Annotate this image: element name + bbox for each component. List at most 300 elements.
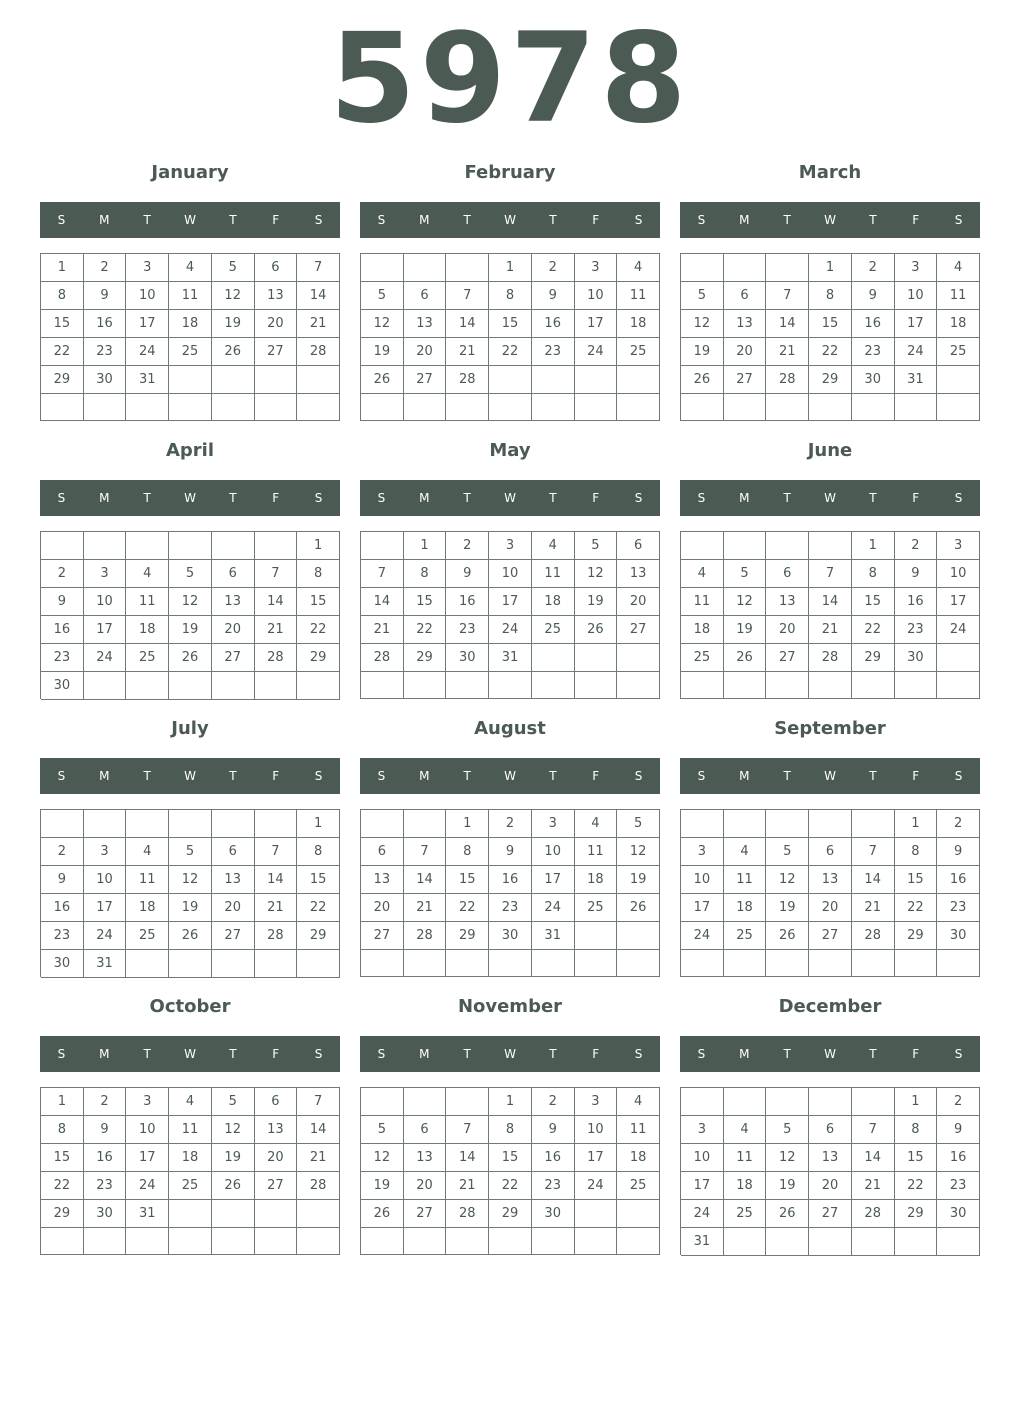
day-cell: 9	[84, 1116, 127, 1144]
day-cell: 2	[84, 1088, 127, 1116]
empty-day-cell	[532, 394, 575, 421]
empty-day-cell	[937, 394, 980, 421]
day-cell: 22	[297, 894, 340, 922]
day-cell: 18	[617, 1144, 660, 1172]
day-cell: 24	[575, 338, 618, 366]
day-cell: 27	[212, 644, 255, 672]
weekday-label: S	[377, 491, 386, 505]
day-cell: 28	[404, 922, 447, 950]
day-grid	[360, 1087, 660, 1255]
day-cell: 8	[297, 560, 340, 588]
weekday-label: F	[912, 769, 920, 783]
day-cell: 30	[84, 1200, 127, 1228]
weekday-label: M	[99, 1047, 110, 1061]
day-cell: 13	[361, 866, 404, 894]
day-cell: 25	[126, 922, 169, 950]
day-cell: 6	[255, 254, 298, 282]
day-cell: 2	[852, 254, 895, 282]
day-cell: 1	[489, 1088, 532, 1116]
empty-day-cell	[446, 254, 489, 282]
empty-day-cell	[937, 672, 980, 699]
day-cell: 23	[532, 338, 575, 366]
empty-day-cell	[724, 394, 767, 421]
day-cell: 20	[212, 616, 255, 644]
empty-day-cell	[575, 1200, 618, 1228]
day-cell: 15	[895, 1144, 938, 1172]
day-cell: 8	[809, 282, 852, 310]
empty-day-cell	[766, 810, 809, 838]
day-cell: 16	[446, 588, 489, 616]
empty-day-cell	[212, 394, 255, 421]
weekday-label: M	[739, 491, 750, 505]
empty-day-cell	[212, 1228, 255, 1255]
day-cell: 16	[41, 616, 84, 644]
weekday-label: W	[824, 213, 836, 227]
day-cell: 17	[575, 1144, 618, 1172]
empty-day-cell	[297, 394, 340, 421]
empty-day-cell	[212, 950, 255, 978]
day-cell: 31	[126, 1200, 169, 1228]
day-cell: 25	[617, 1172, 660, 1200]
day-cell: 9	[446, 560, 489, 588]
weekday-label: W	[184, 1047, 196, 1061]
day-cell: 19	[212, 310, 255, 338]
day-cell: 4	[617, 1088, 660, 1116]
day-cell: 3	[575, 254, 618, 282]
empty-day-cell	[895, 1228, 938, 1256]
empty-day-cell	[617, 644, 660, 672]
day-cell: 10	[489, 560, 532, 588]
day-cell: 19	[724, 616, 767, 644]
day-cell: 29	[41, 366, 84, 394]
empty-day-cell	[852, 672, 895, 699]
day-cell: 27	[809, 922, 852, 950]
weekday-label: S	[377, 769, 386, 783]
day-cell: 10	[84, 866, 127, 894]
day-cell: 9	[937, 838, 980, 866]
day-cell: 17	[84, 616, 127, 644]
empty-day-cell	[255, 1200, 298, 1228]
day-cell: 17	[681, 894, 724, 922]
day-cell: 20	[404, 338, 447, 366]
day-cell: 26	[766, 922, 809, 950]
empty-day-cell	[852, 394, 895, 421]
day-cell: 3	[84, 560, 127, 588]
empty-day-cell	[895, 394, 938, 421]
day-cell: 3	[895, 254, 938, 282]
weekday-label: F	[272, 1047, 280, 1061]
weekday-label: S	[954, 213, 963, 227]
day-cell: 22	[446, 894, 489, 922]
day-cell: 6	[404, 282, 447, 310]
day-cell: 18	[617, 310, 660, 338]
day-cell: 8	[41, 282, 84, 310]
empty-day-cell	[169, 810, 212, 838]
day-cell: 5	[212, 1088, 255, 1116]
day-cell: 13	[404, 310, 447, 338]
day-cell: 13	[255, 282, 298, 310]
day-cell: 4	[724, 1116, 767, 1144]
month-name: December	[778, 996, 882, 1017]
weekday-header	[680, 480, 980, 516]
day-cell: 28	[852, 922, 895, 950]
empty-day-cell	[169, 1200, 212, 1228]
weekday-label: F	[272, 213, 280, 227]
empty-day-cell	[446, 950, 489, 977]
day-cell: 2	[532, 1088, 575, 1116]
day-cell: 4	[724, 838, 767, 866]
day-cell: 7	[766, 282, 809, 310]
weekday-label: T	[783, 213, 791, 227]
empty-day-cell	[361, 810, 404, 838]
day-cell: 19	[766, 894, 809, 922]
weekday-label: W	[184, 769, 196, 783]
weekday-header	[360, 1036, 660, 1072]
day-cell: 8	[297, 838, 340, 866]
day-cell: 23	[84, 1172, 127, 1200]
empty-day-cell	[169, 672, 212, 700]
day-cell: 4	[126, 560, 169, 588]
day-cell: 25	[126, 644, 169, 672]
day-cell: 28	[297, 338, 340, 366]
day-cell: 8	[446, 838, 489, 866]
empty-day-cell	[681, 810, 724, 838]
day-cell: 10	[681, 866, 724, 894]
day-cell: 21	[361, 616, 404, 644]
day-cell: 23	[84, 338, 127, 366]
day-cell: 16	[937, 1144, 980, 1172]
empty-day-cell	[766, 1228, 809, 1256]
day-cell: 2	[446, 532, 489, 560]
day-cell: 3	[84, 838, 127, 866]
day-cell: 9	[532, 1116, 575, 1144]
weekday-label: S	[634, 491, 643, 505]
day-cell: 30	[41, 672, 84, 700]
empty-day-cell	[575, 644, 618, 672]
day-cell: 26	[169, 922, 212, 950]
day-grid	[360, 531, 660, 699]
empty-day-cell	[809, 810, 852, 838]
day-cell: 26	[169, 644, 212, 672]
day-cell: 31	[489, 644, 532, 672]
day-cell: 1	[895, 810, 938, 838]
day-cell: 20	[809, 894, 852, 922]
day-cell: 19	[169, 894, 212, 922]
day-cell: 18	[126, 894, 169, 922]
weekday-label: T	[463, 769, 471, 783]
weekday-label: F	[592, 769, 600, 783]
empty-day-cell	[361, 254, 404, 282]
weekday-label: M	[419, 491, 430, 505]
day-cell: 7	[361, 560, 404, 588]
day-cell: 21	[852, 1172, 895, 1200]
day-cell: 16	[852, 310, 895, 338]
day-cell: 16	[489, 866, 532, 894]
day-cell: 10	[937, 560, 980, 588]
day-cell: 10	[126, 282, 169, 310]
day-cell: 7	[852, 838, 895, 866]
day-cell: 27	[404, 366, 447, 394]
weekday-header	[680, 1036, 980, 1072]
weekday-label: T	[229, 769, 237, 783]
day-cell: 7	[446, 1116, 489, 1144]
empty-day-cell	[41, 394, 84, 421]
empty-day-cell	[852, 950, 895, 977]
empty-day-cell	[297, 1228, 340, 1255]
day-cell: 24	[937, 616, 980, 644]
day-cell: 3	[575, 1088, 618, 1116]
empty-day-cell	[766, 394, 809, 421]
day-cell: 17	[126, 1144, 169, 1172]
day-cell: 4	[681, 560, 724, 588]
empty-day-cell	[766, 1088, 809, 1116]
weekday-label: M	[739, 769, 750, 783]
day-cell: 3	[126, 254, 169, 282]
empty-day-cell	[489, 672, 532, 699]
day-cell: 14	[361, 588, 404, 616]
day-cell: 14	[297, 282, 340, 310]
empty-day-cell	[617, 922, 660, 950]
day-cell: 7	[255, 838, 298, 866]
day-cell: 30	[446, 644, 489, 672]
day-grid	[680, 1087, 980, 1255]
empty-day-cell	[766, 950, 809, 977]
day-cell: 11	[617, 282, 660, 310]
day-cell: 25	[681, 644, 724, 672]
day-grid	[40, 1087, 340, 1255]
month-name: September	[774, 718, 886, 739]
day-cell: 5	[361, 282, 404, 310]
day-grid	[680, 253, 980, 421]
day-cell: 11	[532, 560, 575, 588]
day-cell: 15	[852, 588, 895, 616]
day-cell: 13	[404, 1144, 447, 1172]
day-cell: 9	[937, 1116, 980, 1144]
empty-day-cell	[895, 672, 938, 699]
weekday-label: S	[954, 1047, 963, 1061]
day-cell: 8	[852, 560, 895, 588]
day-cell: 14	[446, 310, 489, 338]
day-cell: 27	[724, 366, 767, 394]
day-cell: 15	[297, 588, 340, 616]
day-cell: 6	[212, 560, 255, 588]
weekday-label: W	[504, 213, 516, 227]
weekday-label: T	[143, 769, 151, 783]
day-grid	[680, 809, 980, 977]
day-cell: 11	[724, 866, 767, 894]
day-cell: 3	[126, 1088, 169, 1116]
weekday-label: W	[824, 1047, 836, 1061]
empty-day-cell	[809, 950, 852, 977]
month-name: July	[171, 718, 209, 739]
weekday-label: T	[869, 213, 877, 227]
day-cell: 21	[297, 310, 340, 338]
empty-day-cell	[446, 1228, 489, 1255]
day-cell: 28	[766, 366, 809, 394]
day-cell: 28	[809, 644, 852, 672]
day-cell: 26	[766, 1200, 809, 1228]
empty-day-cell	[41, 532, 84, 560]
day-cell: 27	[404, 1200, 447, 1228]
day-cell: 26	[681, 366, 724, 394]
day-cell: 22	[297, 616, 340, 644]
empty-day-cell	[297, 672, 340, 700]
day-cell: 28	[446, 366, 489, 394]
day-cell: 16	[84, 1144, 127, 1172]
day-cell: 12	[361, 310, 404, 338]
day-cell: 19	[617, 866, 660, 894]
empty-day-cell	[809, 1088, 852, 1116]
empty-day-cell	[681, 1088, 724, 1116]
empty-day-cell	[724, 1228, 767, 1256]
day-cell: 1	[446, 810, 489, 838]
empty-day-cell	[255, 672, 298, 700]
day-cell: 1	[489, 254, 532, 282]
empty-day-cell	[617, 394, 660, 421]
day-cell: 21	[446, 1172, 489, 1200]
empty-day-cell	[489, 1228, 532, 1255]
empty-day-cell	[724, 1088, 767, 1116]
day-cell: 22	[404, 616, 447, 644]
empty-day-cell	[681, 532, 724, 560]
weekday-label: M	[419, 769, 430, 783]
day-grid	[40, 253, 340, 421]
empty-day-cell	[404, 810, 447, 838]
day-cell: 26	[617, 894, 660, 922]
empty-day-cell	[617, 672, 660, 699]
empty-day-cell	[852, 810, 895, 838]
day-cell: 15	[41, 310, 84, 338]
day-cell: 27	[809, 1200, 852, 1228]
weekday-label: W	[504, 1047, 516, 1061]
weekday-label: S	[697, 1047, 706, 1061]
day-cell: 14	[852, 866, 895, 894]
month-name: March	[798, 162, 862, 183]
weekday-label: S	[314, 491, 323, 505]
weekday-label: S	[377, 1047, 386, 1061]
day-cell: 1	[41, 1088, 84, 1116]
day-cell: 27	[255, 1172, 298, 1200]
day-cell: 4	[169, 1088, 212, 1116]
weekday-label: T	[549, 769, 557, 783]
day-cell: 26	[575, 616, 618, 644]
day-cell: 21	[297, 1144, 340, 1172]
weekday-label: S	[697, 491, 706, 505]
day-cell: 2	[895, 532, 938, 560]
day-cell: 1	[297, 532, 340, 560]
day-cell: 30	[852, 366, 895, 394]
day-cell: 6	[766, 560, 809, 588]
empty-day-cell	[724, 254, 767, 282]
day-cell: 1	[41, 254, 84, 282]
day-cell: 15	[809, 310, 852, 338]
day-cell: 31	[84, 950, 127, 978]
day-cell: 29	[895, 922, 938, 950]
weekday-label: W	[184, 491, 196, 505]
day-cell: 19	[361, 338, 404, 366]
empty-day-cell	[361, 1088, 404, 1116]
day-cell: 8	[895, 838, 938, 866]
weekday-label: S	[57, 769, 66, 783]
day-cell: 24	[84, 922, 127, 950]
day-cell: 12	[212, 282, 255, 310]
day-cell: 16	[532, 310, 575, 338]
empty-day-cell	[724, 950, 767, 977]
day-cell: 17	[126, 310, 169, 338]
weekday-label: S	[314, 769, 323, 783]
weekday-label: T	[549, 491, 557, 505]
empty-day-cell	[84, 810, 127, 838]
empty-day-cell	[84, 672, 127, 700]
day-cell: 12	[575, 560, 618, 588]
day-cell: 7	[809, 560, 852, 588]
day-cell: 7	[852, 1116, 895, 1144]
day-cell: 17	[575, 310, 618, 338]
weekday-label: S	[314, 213, 323, 227]
day-cell: 8	[489, 282, 532, 310]
day-cell: 12	[681, 310, 724, 338]
day-cell: 7	[297, 1088, 340, 1116]
month-name: June	[807, 440, 853, 461]
weekday-label: T	[783, 1047, 791, 1061]
weekday-label: S	[57, 491, 66, 505]
weekday-header	[40, 480, 340, 516]
day-cell: 28	[361, 644, 404, 672]
weekday-label: M	[99, 491, 110, 505]
empty-day-cell	[937, 1228, 980, 1256]
day-cell: 19	[361, 1172, 404, 1200]
day-cell: 22	[809, 338, 852, 366]
weekday-label: F	[272, 491, 280, 505]
day-cell: 5	[681, 282, 724, 310]
weekday-label: T	[463, 213, 471, 227]
day-cell: 22	[41, 338, 84, 366]
day-cell: 19	[169, 616, 212, 644]
day-cell: 21	[809, 616, 852, 644]
day-cell: 6	[212, 838, 255, 866]
day-cell: 21	[255, 616, 298, 644]
day-cell: 5	[766, 1116, 809, 1144]
empty-day-cell	[937, 366, 980, 394]
month-name: April	[165, 440, 215, 461]
day-cell: 13	[809, 1144, 852, 1172]
day-cell: 7	[446, 282, 489, 310]
day-cell: 25	[575, 894, 618, 922]
day-cell: 6	[255, 1088, 298, 1116]
day-cell: 11	[681, 588, 724, 616]
day-cell: 21	[852, 894, 895, 922]
weekday-label: T	[229, 491, 237, 505]
empty-day-cell	[446, 394, 489, 421]
day-cell: 9	[84, 282, 127, 310]
day-cell: 13	[766, 588, 809, 616]
day-cell: 5	[575, 532, 618, 560]
day-cell: 30	[84, 366, 127, 394]
day-cell: 31	[532, 922, 575, 950]
day-cell: 30	[489, 922, 532, 950]
day-cell: 17	[937, 588, 980, 616]
day-cell: 14	[809, 588, 852, 616]
day-cell: 20	[255, 1144, 298, 1172]
day-cell: 15	[489, 310, 532, 338]
day-cell: 20	[212, 894, 255, 922]
weekday-label: M	[739, 1047, 750, 1061]
day-cell: 22	[852, 616, 895, 644]
day-cell: 10	[895, 282, 938, 310]
weekday-header	[40, 758, 340, 794]
day-cell: 20	[766, 616, 809, 644]
empty-day-cell	[84, 532, 127, 560]
